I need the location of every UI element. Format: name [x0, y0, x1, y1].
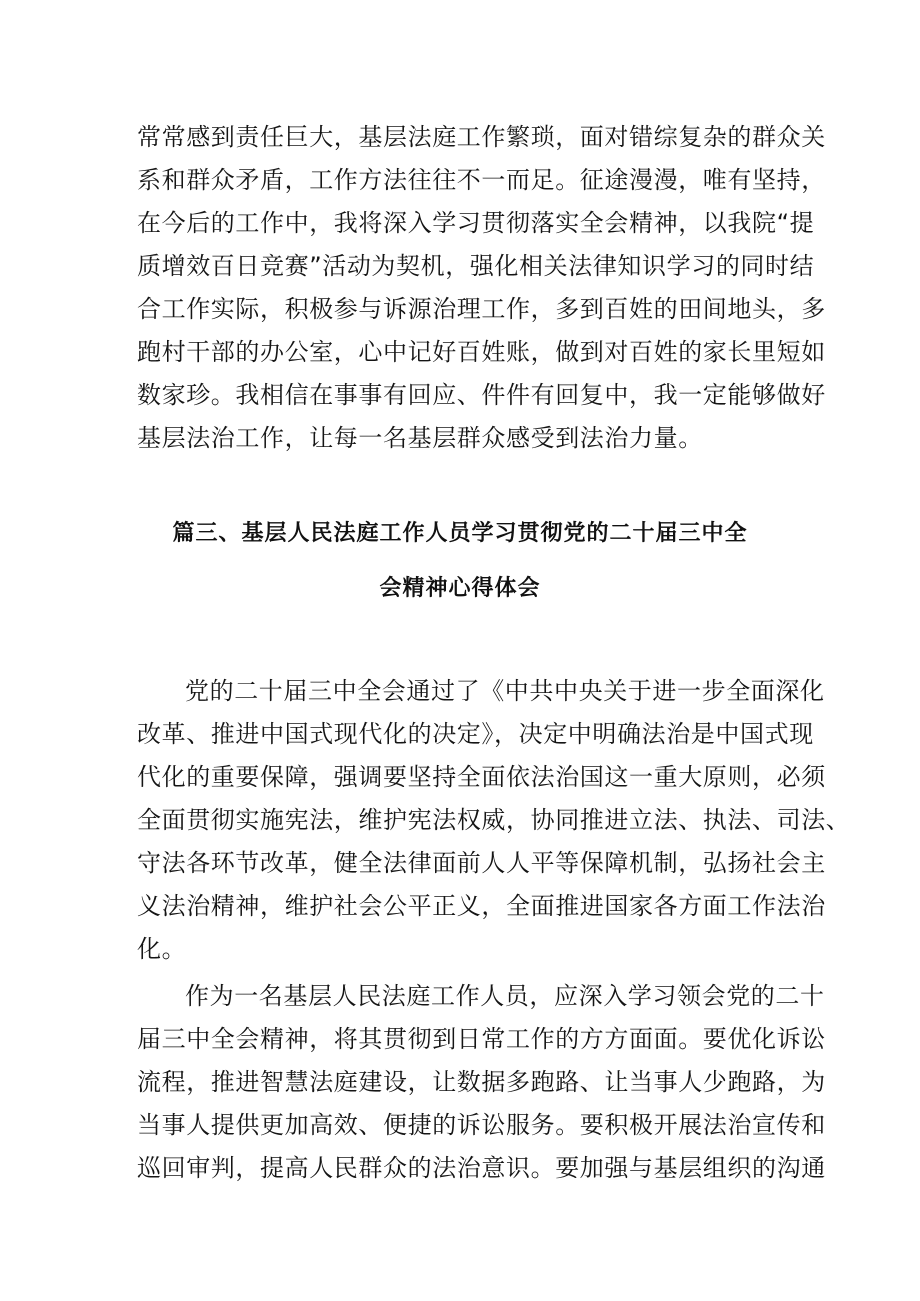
text-line: 党的二十届三中全会通过了《中共中央关于进一步全面深化	[185, 677, 825, 705]
text-line: 守法各环节改革，健全法律面前人人平等保障机制，弘扬社会主	[137, 849, 826, 877]
text-line: 作为一名基层人民法庭工作人员，应深入学习领会党的二十	[185, 982, 825, 1010]
section-title-line-1: 篇三、基层人民法庭工作人员学习贯彻党的二十届三中全	[172, 521, 748, 546]
text-line: 常常感到责任巨大，基层法庭工作繁琐，面对错综复杂的群众关	[137, 123, 826, 151]
text-line: 届三中全会精神，将其贯彻到日常工作的方方面面。要优化诉讼	[137, 1025, 826, 1053]
text-line: 在今后的工作中，我将深入学习贯彻落实全会精神，以我院“提	[137, 209, 815, 237]
section-title-line-2: 会精神心得体会	[379, 576, 541, 601]
text-line: 义法治精神，维护社会公平正义，全面推进国家各方面工作法治	[137, 892, 826, 920]
text-line: 当事人提供更加高效、便捷的诉讼服务。要积极开展法治宣传和	[137, 1111, 826, 1139]
text-line: 改革、推进中国式现代化的决定》，决定中明确法治是中国式现	[137, 720, 814, 748]
text-line: 系和群众矛盾，工作方法往往不一而足。征途漫漫，唯有坚持，	[137, 166, 826, 194]
text-line: 代化的重要保障，强调要坚持全面依法治国这一重大原则，必须	[137, 763, 826, 791]
text-line: 数家珍。我相信在事事有回应、件件有回复中，我一定能够做好	[137, 381, 826, 409]
text-line: 流程，推进智慧法庭建设，让数据多跑路、让当事人少跑路，为	[137, 1068, 826, 1096]
text-line: 基层法治工作，让每一名基层群众感受到法治力量。	[137, 424, 703, 452]
text-line: 跑村干部的办公室，心中记好百姓账，做到对百姓的家长里短如	[137, 338, 826, 366]
text-line: 全面贯彻实施宪法，维护宪法权威，协同推进立法、执法、司法、	[137, 806, 851, 834]
text-line: 合工作实际，积极参与诉源治理工作，多到百姓的田间地头，多	[137, 295, 826, 323]
text-line: 巡回审判，提高人民群众的法治意识。要加强与基层组织的沟通	[137, 1154, 826, 1182]
text-line: 化。	[137, 935, 187, 963]
text-line: 质增效百日竞赛”活动为契机，强化相关法律知识学习的同时结	[137, 252, 815, 280]
